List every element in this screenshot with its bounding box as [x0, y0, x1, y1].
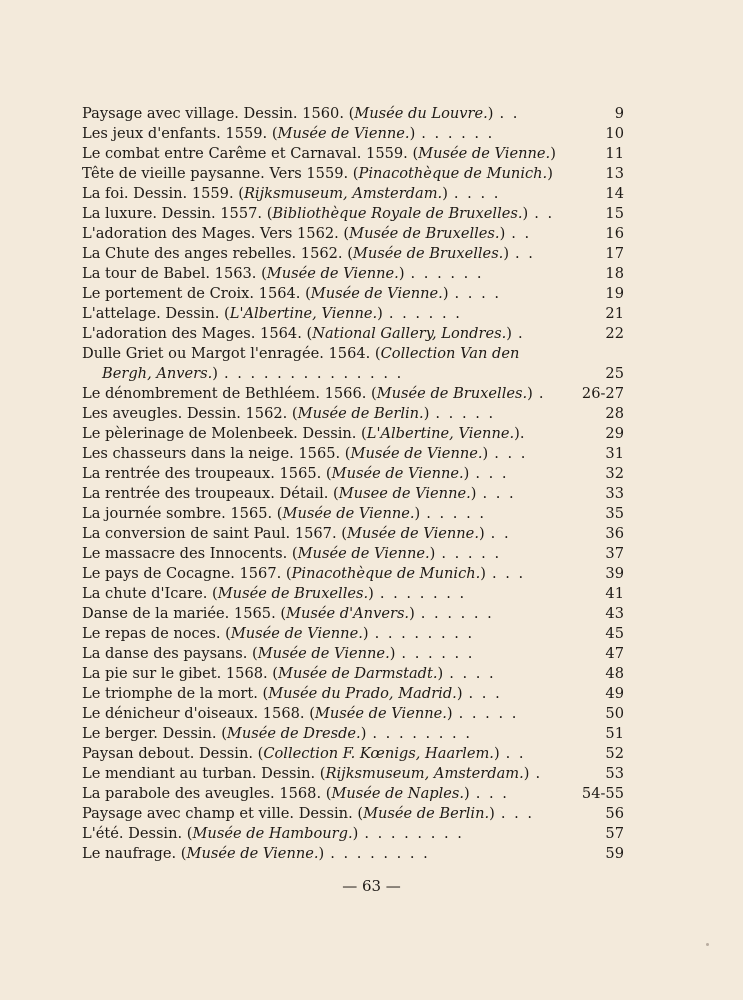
entry-title: [82, 764, 542, 784]
entry-text: Le triomphe de la mort. (: [82, 685, 269, 702]
entry-page-number: 52: [605, 745, 624, 762]
entry-text: ): [389, 645, 396, 662]
list-item: [82, 244, 624, 264]
entry-title: [82, 484, 516, 504]
entry-page-number: 21: [605, 305, 624, 322]
entry-page-number: 18: [605, 265, 624, 282]
entry-title: [82, 684, 502, 704]
entry-location: Musée de Darmstadt.: [278, 665, 438, 682]
entry-page-number: 59: [605, 845, 624, 862]
entry-leader-dots: . . . . . . . .: [372, 725, 472, 742]
entry-text: Le naufrage. (: [82, 845, 187, 862]
entry-title: [82, 644, 474, 664]
entry-location: Musée de Vienne.: [418, 145, 551, 162]
entry-title: [82, 844, 430, 864]
list-item: [82, 564, 624, 584]
entry-title: [82, 284, 501, 304]
list-item: [82, 144, 624, 164]
entry-page-number: 49: [605, 685, 624, 702]
entry-text: Le dénicheur d'oiseaux. 1568. (: [82, 705, 315, 722]
entry-title: [82, 584, 466, 604]
list-item: [82, 224, 624, 244]
entry-location: Musée de Vienne.: [350, 445, 483, 462]
list-item: [82, 544, 624, 564]
entry-text: La Chute des anges rebelles. 1562. (: [82, 245, 353, 262]
paper-speck: [706, 943, 709, 946]
entry-text: Paysage avec champ et ville. Dessin. (: [82, 805, 364, 822]
entry-title: [82, 324, 525, 344]
entry-text: Le mendiant au turban. Dessin. (: [82, 765, 326, 782]
entry-location: Musée de Vienne.: [266, 265, 399, 282]
entry-title: [82, 624, 474, 644]
entry-location: L'Albertine, Vienne.: [229, 305, 378, 322]
entry-location: Rijksmuseum, Amsterdam.: [325, 765, 524, 782]
entry-leader-dots: . .: [511, 225, 532, 242]
entry-text: Dulle Griet ou Margot l'enragée. 1564. (: [82, 345, 381, 362]
list-item: [82, 644, 624, 664]
entry-leader-dots: . .: [515, 245, 535, 262]
list-item: [82, 684, 624, 704]
entry-text: Les chasseurs dans la neige. 1565. (: [82, 445, 351, 462]
list-item: [82, 364, 624, 384]
entry-location: L'Albertine, Vienne.: [366, 425, 515, 442]
entry-text: ): [480, 565, 486, 582]
list-item: [82, 264, 624, 284]
entry-leader-dots: . . . . . .: [388, 305, 462, 322]
entry-text: ): [318, 845, 325, 862]
entry-text: ): [368, 585, 374, 602]
entry-text: ): [527, 385, 533, 402]
entry-leader-dots: . . .: [500, 805, 535, 822]
entry-text: La journée sombre. 1565. (: [82, 505, 283, 522]
entry-leader-dots: . . . . .: [458, 705, 519, 722]
entry-leader-dots: . . .: [468, 685, 502, 702]
entry-location: Musée de Berlin.: [363, 805, 490, 822]
entry-page-number: 41: [605, 585, 624, 602]
entry-location: Musée de Bruxelles.: [217, 585, 369, 602]
entry-text: Le pays de Cocagne. 1567. (: [82, 565, 292, 582]
list-item: [82, 764, 624, 784]
entry-page-number: 17: [605, 245, 624, 262]
list-item: [82, 444, 624, 464]
entry-title: [82, 804, 534, 824]
entry-page-number: 36: [605, 525, 624, 542]
entry-page-number: 48: [605, 665, 624, 682]
entry-text: La pie sur le gibet. 1568. (: [82, 665, 279, 682]
entry-page-number: 25: [605, 365, 624, 382]
list-item: [82, 624, 624, 644]
entry-leader-dots: . . . . . .: [420, 605, 494, 622]
list-item: [82, 464, 624, 484]
entry-page-number: 37: [605, 545, 624, 562]
entry-location: Collection F. Kœnigs, Haarlem.: [263, 745, 494, 762]
entry-title: [82, 724, 472, 744]
entry-location: Musée de Vienne.: [297, 545, 430, 562]
entry-page-number: 39: [605, 565, 624, 582]
entry-title: [82, 164, 553, 184]
entry-title: [82, 444, 527, 464]
entry-leader-dots: . . . . .: [435, 405, 496, 422]
entry-leader-dots: . . .: [482, 485, 516, 502]
entry-leader-dots: . . . . . . .: [379, 585, 467, 602]
entry-text: ): [212, 365, 218, 382]
entry-text: ): [352, 825, 359, 842]
entry-text: ): [499, 225, 506, 242]
entry-leader-dots: . . . . . .: [410, 265, 484, 282]
entry-text: ): [398, 265, 405, 282]
entry-leader-dots: . . . . . .: [401, 645, 475, 662]
entry-page-number: 22: [605, 325, 624, 342]
entry-location: Rijksmuseum, Amsterdam.: [243, 185, 443, 202]
entry-text: ).: [514, 425, 525, 442]
entry-page-number: 11: [605, 145, 624, 162]
list-item: [82, 284, 624, 304]
entry-leader-dots: . . . . . . . .: [330, 845, 430, 862]
entry-title: [102, 364, 403, 384]
entry-location: Musée de Vienne.: [230, 625, 363, 642]
entry-page-number: 16: [605, 225, 624, 242]
entry-text: Le dénombrement de Bethléem. 1566. (: [82, 385, 377, 402]
entry-page-number: 53: [605, 765, 624, 782]
entry-title: [82, 524, 511, 544]
entry-location: Pinacothèque de Munich.: [358, 165, 548, 182]
entry-page-number: 9: [614, 105, 624, 122]
entry-text: ): [414, 505, 421, 522]
list-item: [82, 164, 624, 184]
list-item: [82, 104, 624, 124]
entry-title: [82, 204, 554, 224]
entry-title: [82, 564, 525, 584]
entry-page-number: 29: [605, 425, 624, 442]
entry-page-number: 57: [605, 825, 624, 842]
entry-text: ): [442, 185, 448, 202]
list-item: [82, 844, 624, 864]
entry-text: ): [478, 525, 485, 542]
entry-text: ): [487, 105, 494, 122]
entry-text: ): [464, 785, 470, 802]
list-item: [82, 524, 624, 544]
list-item: [82, 724, 624, 744]
entry-leader-dots: . . .: [475, 465, 509, 482]
entry-text: L'adoration des Mages. Vers 1562. (: [82, 225, 350, 242]
entry-leader-dots: . . .: [492, 565, 526, 582]
entry-title: [82, 304, 462, 324]
entry-leader-dots: . . . . .: [426, 505, 486, 522]
entry-title: [82, 344, 519, 364]
entry-text: La conversion de saint Paul. 1567. (: [82, 525, 347, 542]
entry-leader-dots: . . . . . .: [421, 125, 495, 142]
entry-text: ): [456, 685, 463, 702]
entry-page-number: 47: [605, 645, 624, 662]
list-item: [82, 504, 624, 524]
entry-location: Musée de Vienne.: [277, 125, 410, 142]
entry-location: Musée de Vienne.: [282, 505, 415, 522]
entry-leader-dots: . .: [490, 525, 511, 542]
entry-title: [82, 104, 519, 124]
list-item: [82, 424, 624, 444]
entry-location: Musée de Vienne.: [346, 525, 479, 542]
entry-leader-dots: . . . . . . . .: [374, 625, 475, 642]
entry-text: Le berger. Dessin. (: [82, 725, 227, 742]
entry-leader-dots: . . . . . . . .: [364, 825, 464, 842]
entry-title: [82, 264, 484, 284]
entry-location: Bibliothèque Royale de Bruxelles.: [272, 205, 523, 222]
entry-location: Musée de Berlin.: [297, 405, 424, 422]
entry-text: ): [522, 205, 529, 222]
list-item: [82, 664, 624, 684]
entry-text: ): [506, 325, 512, 342]
list-item: [82, 124, 624, 144]
entry-text: La foi. Dessin. 1559. (: [82, 185, 244, 202]
entry-location: Musée de Vienne.: [257, 645, 390, 662]
entry-page-number: 35: [605, 505, 624, 522]
entry-text: La chute d'Icare. (: [82, 585, 218, 602]
entry-text: Le pèlerinage de Molenbeek. Dessin. (: [82, 425, 367, 442]
entry-title: [82, 464, 509, 484]
list-item: [82, 784, 624, 804]
entry-text: La danse des paysans. (: [82, 645, 258, 662]
entry-text: ): [470, 485, 477, 502]
entry-leader-dots: .: [538, 385, 546, 402]
list-item: [82, 484, 624, 504]
entry-page-number: 19: [605, 285, 624, 302]
entry-page-number: 10: [605, 125, 624, 142]
entry-leader-dots: . . . .: [449, 665, 496, 682]
entry-text: Tête de vieille paysanne. Vers 1559. (: [82, 165, 359, 182]
entry-text: Le combat entre Carême et Carnaval. 1559. (: [82, 145, 419, 162]
entry-location: Musée de Bruxelles.: [376, 385, 528, 402]
entry-leader-dots: . . . .: [454, 285, 502, 302]
entry-text: La rentrée des troupeaux. Détail. (: [82, 485, 339, 502]
entry-text: Danse de la mariée. 1565. (: [82, 605, 287, 622]
entry-text: Paysan debout. Dessin. (: [82, 745, 264, 762]
entry-text: ): [409, 125, 416, 142]
entry-location: Musée de Bruxelles.: [352, 245, 504, 262]
entry-text: Paysage avec village. Dessin. 1560. (: [82, 105, 355, 122]
entry-page-number: 56: [605, 805, 624, 822]
entry-location: Collection Van den: [380, 345, 520, 362]
entry-text: ): [362, 625, 369, 642]
list-item: [82, 324, 624, 344]
entry-text: ): [409, 605, 415, 622]
entry-location: Musée d'Anvers.: [286, 605, 410, 622]
list-item: [82, 744, 624, 764]
entry-leader-dots: . . .: [475, 785, 509, 802]
list-item: [82, 304, 624, 324]
entry-location: Musée de Bruxelles.: [349, 225, 500, 242]
entry-text: ): [429, 545, 436, 562]
entry-location: Musée de Hambourg.: [192, 825, 353, 842]
page-number: — 63 —: [342, 877, 401, 895]
list-item: [82, 184, 624, 204]
entry-text: ): [423, 405, 430, 422]
entry-page-number: 13: [605, 165, 624, 182]
entry-text: L'été. Dessin. (: [82, 825, 193, 842]
entry-page-number: 32: [605, 465, 624, 482]
entry-leader-dots: . .: [505, 745, 526, 762]
entry-leader-dots: . .: [534, 205, 555, 222]
entry-text: La luxure. Dessin. 1557. (: [82, 205, 273, 222]
list-item: [82, 204, 624, 224]
list-item: [82, 584, 624, 604]
entry-location: Musée de Vienne.: [310, 285, 443, 302]
entry-title: [82, 424, 524, 444]
entry-text: ): [482, 445, 489, 462]
entry-text: Les aveugles. Dessin. 1562. (: [82, 405, 298, 422]
entry-text: ): [523, 765, 530, 782]
entry-text: La tour de Babel. 1563. (: [82, 265, 267, 282]
list-item: [82, 344, 624, 364]
entry-title: [82, 704, 518, 724]
entry-leader-dots: . . . . . . . . . . . . . .: [223, 365, 404, 382]
entry-title: [82, 744, 526, 764]
list-item: [82, 384, 624, 404]
entry-text: ): [442, 285, 449, 302]
entry-page-number: 51: [605, 725, 624, 742]
entry-text: ): [437, 665, 444, 682]
list-item: [82, 824, 624, 844]
entry-location: Musée de Vienne.: [314, 705, 447, 722]
entry-title: [82, 124, 494, 144]
entry-text: L'attelage. Dessin. (: [82, 305, 230, 322]
entry-title: [82, 144, 556, 164]
list-item: [82, 804, 624, 824]
entry-title: [82, 504, 486, 524]
entry-leader-dots: .: [535, 765, 543, 782]
entry-location: Musée de Dresde.: [226, 725, 361, 742]
entry-location: Musée du Louvre.: [354, 105, 488, 122]
entry-text: Le portement de Croix. 1564. (: [82, 285, 311, 302]
entry-location: Bergh, Anvers.: [102, 365, 213, 382]
entry-text: ): [446, 705, 453, 722]
entry-title: [82, 784, 509, 804]
entry-title: [82, 604, 494, 624]
entry-page-number: 31: [605, 445, 624, 462]
entry-location: Musée du Prado, Madrid.: [268, 685, 457, 702]
list-item: [82, 404, 624, 424]
entry-page-number: 50: [605, 705, 624, 722]
entry-leader-dots: . . .: [494, 445, 528, 462]
entry-page-number: 45: [605, 625, 624, 642]
entry-title: [82, 404, 495, 424]
entry-page-number: 54-55: [581, 785, 624, 802]
list-item: [82, 704, 624, 724]
entry-title: [82, 824, 464, 844]
entry-location: National Gallery, Londres.: [312, 325, 507, 342]
entry-title: [82, 244, 535, 264]
entry-leader-dots: . . . .: [453, 185, 501, 202]
entry-text: Le repas de noces. (: [82, 625, 231, 642]
entry-text: La rentrée des troupeaux. 1565. (: [82, 465, 332, 482]
entry-text: ): [463, 465, 470, 482]
entry-text: L'adoration des Mages. 1564. (: [82, 325, 313, 342]
entry-text: Le massacre des Innocents. (: [82, 545, 298, 562]
entry-text: ): [493, 745, 500, 762]
entry-title: [82, 184, 500, 204]
entry-text: ): [547, 165, 553, 182]
entry-text: ): [503, 245, 510, 262]
entry-title: [82, 224, 531, 244]
entry-page-number: 14: [605, 185, 624, 202]
entry-text: La parabole des aveugles. 1568. (: [82, 785, 332, 802]
entry-location: Musée de Naples.: [331, 785, 465, 802]
list-item: [82, 604, 624, 624]
entry-page-number: 33: [605, 485, 624, 502]
entry-text: ): [377, 305, 383, 322]
entry-text: Les jeux d'enfants. 1559. (: [82, 125, 278, 142]
entry-location: Musee de Vienne.: [338, 485, 471, 502]
entry-title: [82, 384, 546, 404]
entry-leader-dots: . . . . .: [441, 545, 502, 562]
entry-text: ): [550, 145, 556, 162]
entry-page-number: 28: [605, 405, 624, 422]
entry-location: Musée de Vienne.: [331, 465, 464, 482]
entry-text: ): [489, 805, 495, 822]
entry-page-number: 15: [605, 205, 624, 222]
entry-leader-dots: .: [517, 325, 525, 342]
entry-leader-dots: . .: [499, 105, 520, 122]
entry-title: [82, 544, 501, 564]
entry-location: Pinacothèque de Munich.: [291, 565, 481, 582]
entry-text: ): [360, 725, 367, 742]
entry-page-number: 26-27: [581, 385, 624, 402]
entry-title: [82, 664, 496, 684]
table-of-illustrations: [82, 104, 624, 864]
entry-page-number: 43: [605, 605, 624, 622]
entry-location: Musée de Vienne.: [186, 845, 319, 862]
